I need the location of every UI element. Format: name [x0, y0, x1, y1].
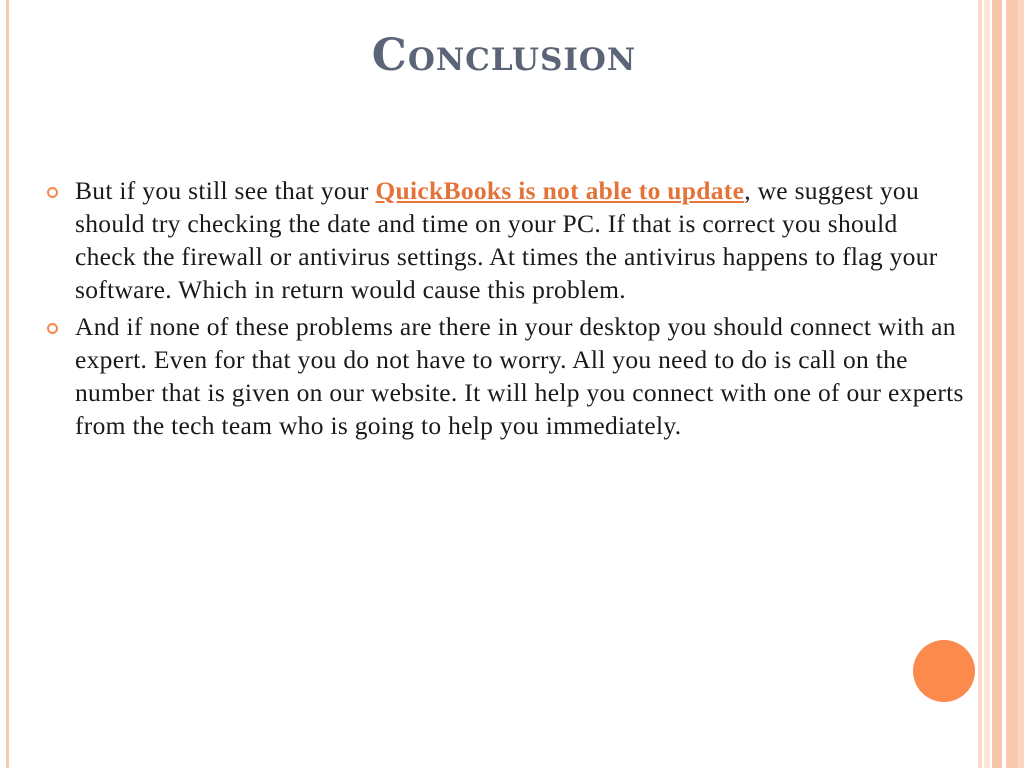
stripe — [1018, 0, 1024, 768]
stripe — [984, 0, 990, 768]
bullet-item-2 — [44, 310, 964, 442]
slide-title: Conclusion — [371, 30, 637, 81]
stripe — [992, 0, 1002, 768]
bullet-item-1 — [44, 174, 964, 306]
stripe — [1006, 0, 1018, 768]
bullet-circle-icon — [47, 323, 58, 334]
bullet-list — [44, 174, 964, 446]
bullet-circle-icon — [47, 187, 58, 198]
bullet-text-before-link: But if you still see that your — [75, 176, 376, 205]
bullet-text: And if none of these problems are there in your desktop you should connect with an expert. Even for that you do not have to worry. All you need to do is call on the number that is given on our website. It will help you connect with one of our experts from the tech team who is going to help you immediately. — [75, 312, 964, 440]
left-border-decoration — [6, 0, 9, 768]
right-stripe-decoration — [978, 0, 1024, 768]
quickbooks-update-link[interactable]: QuickBooks is not able to update — [375, 176, 745, 205]
stripe — [978, 0, 982, 768]
orange-circle-decoration — [913, 640, 975, 702]
bullet-text-after-link: , we suggest you should try checking the date and time on your PC. If that is correct you should check the firewall or antivirus settings. At times the antivirus happens to flag your software. Which in return would cause this problem. — [75, 176, 938, 304]
